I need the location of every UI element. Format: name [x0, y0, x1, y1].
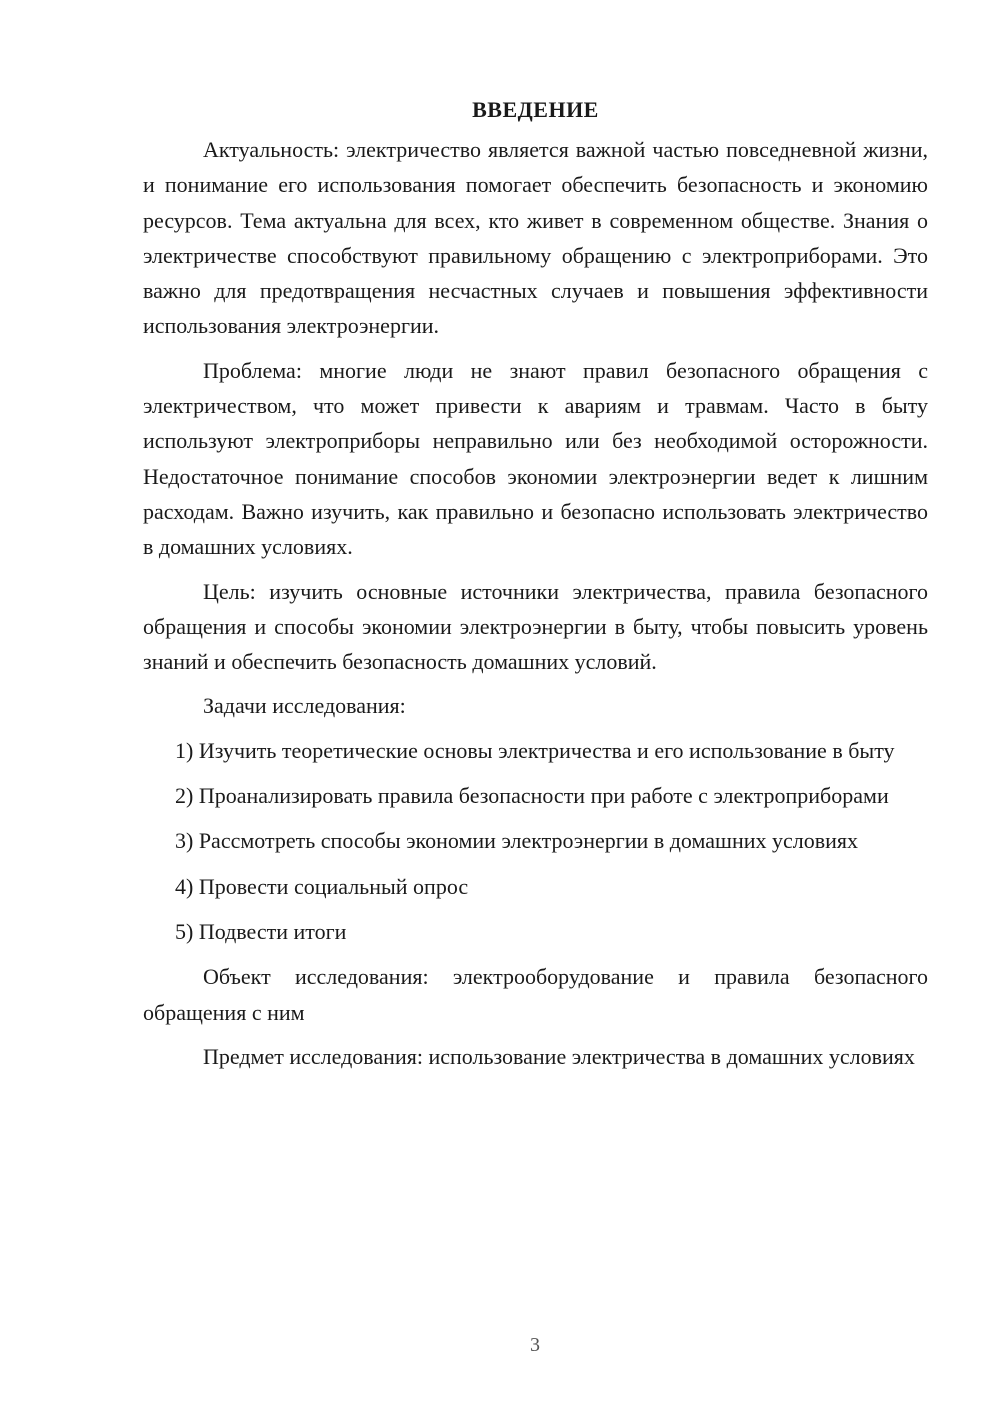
document-page: [143, 96, 928, 1083]
task-item-1: 1) Изучить теоретические основы электричества и его использование в быту: [175, 737, 895, 763]
page-number: 3: [530, 1334, 540, 1356]
page-title: ВВЕДЕНИЕ: [472, 97, 599, 122]
problem-paragraph: Проблема: многие люди не знают правил безопасного обращения с электричеством, что может привести к авариям и травмам. Часто в быту используют электроприборы неправильно или без необходимой осторожности. Недостаточное понимание способов экономии электроэнергии ведет к лишним расходам. Важно изучить, как правильно и безопасно использовать электричество в домашних условиях.: [143, 357, 928, 560]
relevance-paragraph: Актуальность: электричество является важной частью повседневной жизни, и понимание его использования помогает обеспечить безопасность и экономию ресурсов. Тема актуальна для всех, кто живет в современном обществе. Знания о электричестве способствуют правильному обращению с электроприборами. Это важно для предотвращения несчастных случаев и повышения эффективности использования электроэнергии.: [143, 137, 928, 339]
task-item-5: 5) Подвести итоги: [175, 918, 347, 944]
task-item-2: 2) Проанализировать правила безопасности при работе с электроприборами: [175, 783, 889, 809]
subject-paragraph: Предмет исследования: использование электричества в домашних условиях: [203, 1043, 915, 1069]
tasks-list: [143, 733, 928, 949]
tasks-heading: Задачи исследования:: [203, 693, 406, 719]
task-item-4: 4) Провести социальный опрос: [175, 873, 469, 899]
object-paragraph: Объект исследования: электрооборудование и правила безопасного обращения с ним: [143, 964, 928, 1025]
task-item-3: 3) Рассмотреть способы экономии электроэнергии в домашних условиях: [175, 828, 859, 854]
goal-paragraph: Цель: изучить основные источники электричества, правила безопасного обращения и способы экономии электроэнергии в быту, чтобы повысить уровень знаний и обеспечить безопасность домашних условий.: [143, 578, 928, 675]
